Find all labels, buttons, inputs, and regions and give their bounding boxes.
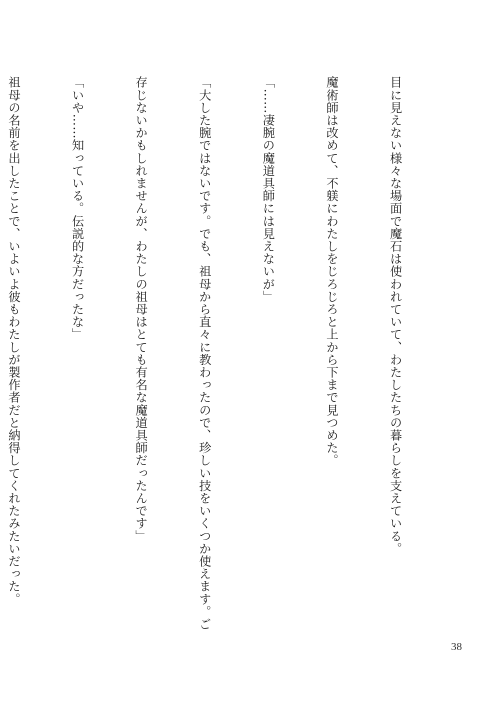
text-line: 「……凄腕の魔道具師には見えないが」 <box>261 76 276 303</box>
vertical-text-body <box>0 76 448 631</box>
text-line: 目に見えない様々な場面で魔石は使われていて、わたしたちの暮らしを支えている。 <box>388 76 403 555</box>
text-line: 祖母の名前を出したことで、いよいよ彼もわたしが製作者だと納得してくれたみたいだった。 <box>6 76 21 606</box>
text-line: 存じないかもしれませんが、わたしの祖母はとても有名な魔道具師だったんです」 <box>134 76 149 543</box>
text-line: 「いや……知っている。伝説的な方だったな」 <box>70 76 85 341</box>
text-line: 「大した腕ではないです。でも、祖母から直々に教わったので、珍しい技をいくつか使えます。ご <box>197 76 212 631</box>
text-line: 魔術師は改めて、不躾にわたしをじろじろと上から下まで見つめた。 <box>324 76 339 467</box>
page-number: 38 <box>451 641 462 653</box>
